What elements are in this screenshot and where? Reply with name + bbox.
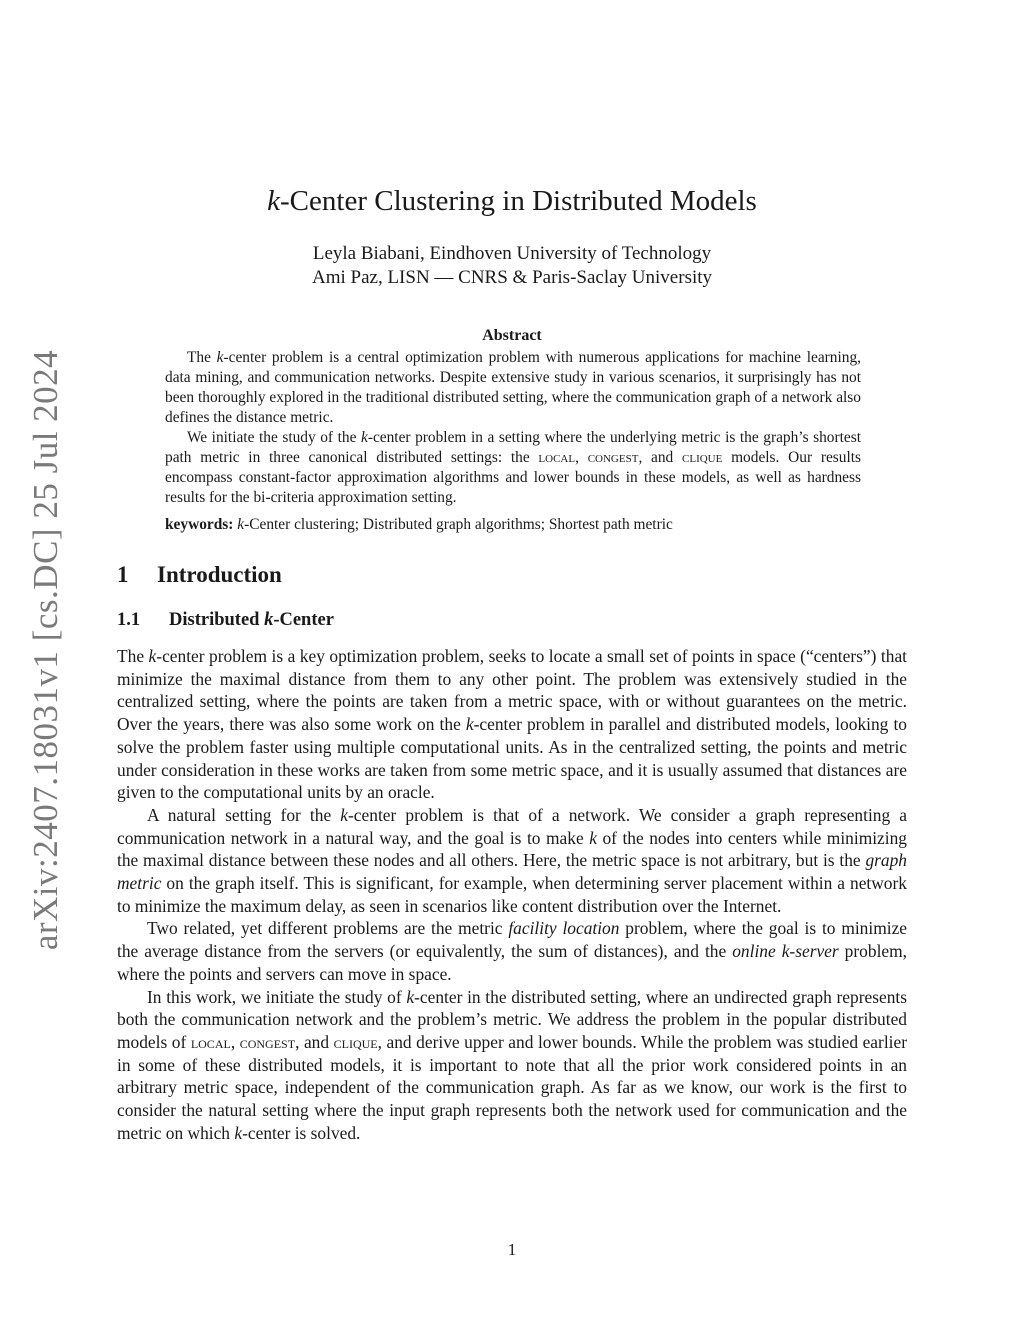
abstract-body bbox=[165, 348, 861, 535]
model-local: local bbox=[538, 449, 576, 466]
body-paragraph bbox=[117, 804, 907, 918]
subsection-heading bbox=[117, 610, 334, 631]
text-run: , and derive upper and lower bounds. While the problem was studied earlier in some of these distributed models, it is important to note that all the prior work considered points in an arbitrary metric space, independent of the communication graph. As far as we know, our work is the first to consider the natural setting where the input graph represents both the network used for communication and the metric on which bbox=[117, 1031, 907, 1143]
text-run: In this work, we initiate the study of bbox=[147, 986, 407, 1007]
emphasis: graph metric bbox=[117, 850, 907, 894]
text-run: -center problem in parallel and distributed models, looking to solve the problem faster using multiple computational units. As in the centralized setting, the points and metric under consideration in these works are taken from some metric space, and it is usually assumed that distances are given to the computational units by an oracle. bbox=[117, 714, 907, 803]
text-run: -center problem is a key optimization problem, seeks to locate a small set of points in space (“centers”) that minimize the maximal distance from them to any other point. The problem was extensively studied in the centralized setting, where the points are taken from a metric space, with or without guarantees on the metric. Over the years, there was also some work on the bbox=[117, 646, 908, 735]
body-paragraph bbox=[117, 645, 907, 804]
text-run: Two related, yet different problems are the metric bbox=[147, 918, 509, 939]
subsection-number: 1.1 bbox=[117, 610, 141, 630]
math-k: k bbox=[148, 646, 157, 666]
text-run: -center problem in a setting where the underlying metric is the graph’s shortest path metric in three canonical distributed settings: the bbox=[165, 429, 861, 466]
model-congest: congest bbox=[587, 449, 639, 466]
model-local: local bbox=[190, 1031, 231, 1052]
math-k: k bbox=[360, 429, 368, 446]
abstract-heading: Abstract bbox=[482, 327, 542, 344]
math-k: k bbox=[237, 516, 245, 533]
math-k: k bbox=[216, 349, 224, 366]
text-run: problem, where the points and servers can move in space. bbox=[117, 941, 907, 984]
body-paragraph bbox=[117, 986, 907, 1145]
model-clique: clique bbox=[333, 1031, 378, 1052]
keywords-line bbox=[165, 515, 861, 535]
text-run: , and bbox=[638, 449, 683, 466]
abstract-paragraph bbox=[165, 428, 861, 508]
text-run: We initiate the study of the bbox=[187, 429, 361, 446]
text-run: , and bbox=[295, 1031, 334, 1052]
text-run: -center problem is a central optimization problem with numerous applications for machine learning, data mining, and communication networks. Despite extensive study in various scenarios, it surprisingly has not been thoroughly explored in the traditional distributed setting, where the communication graph of a network also defines the distance metric. bbox=[165, 349, 861, 426]
section-title: Introduction bbox=[157, 562, 282, 587]
emphasis: online k-server bbox=[732, 941, 839, 962]
math-k: k bbox=[406, 986, 415, 1007]
math-k: k bbox=[465, 714, 474, 735]
author-list bbox=[117, 242, 907, 290]
keywords-text: -Center clustering; Distributed graph algorithms; Shortest path metric bbox=[244, 516, 673, 533]
author-line: Ami Paz, LISN — CNRS & Paris-Saclay University bbox=[311, 267, 713, 288]
model-clique: clique bbox=[682, 449, 723, 466]
title-k-symbol: k bbox=[267, 185, 281, 217]
text-run: The bbox=[117, 646, 149, 666]
math-k: k bbox=[234, 1122, 243, 1143]
arxiv-identifier: arXiv:2407.18031v1 [cs.DC] 25 Jul 2024 bbox=[26, 349, 65, 951]
body-text bbox=[117, 645, 907, 1144]
emphasis: facility location bbox=[508, 918, 620, 939]
text-run: -center problem is that of a network. We consider a graph representing a communication network in a natural way, and the goal is to make bbox=[117, 804, 907, 848]
text-run: A natural setting for the bbox=[147, 804, 341, 825]
keywords-label: keywords: bbox=[165, 516, 234, 533]
math-k: k bbox=[589, 827, 597, 848]
text-run: of the nodes into centers while minimizing the maximal distance between these nodes and all others. Here, the metric space is not arbitrary, but is the bbox=[117, 827, 907, 871]
math-k: k bbox=[340, 804, 349, 825]
subsection-title: -Center bbox=[273, 610, 334, 630]
text-run: on the graph itself. This is significant, for example, when determining server placement within a network to minimize the maximum delay, as seen in scenarios like content distribution over the Internet. bbox=[117, 873, 907, 916]
section-number: 1 bbox=[117, 562, 129, 587]
author-line: Leyla Biabani, Eindhoven University of Technology bbox=[312, 243, 712, 264]
text-run: -center in the distributed setting, where an undirected graph represents both the communication network and the problem’s metric. We address the problem in the popular distributed models of bbox=[117, 986, 907, 1052]
subsection-title: Distributed bbox=[169, 610, 265, 630]
text-run: , bbox=[230, 1031, 240, 1052]
text-run: models. Our results encompass constant-factor approximation algorithms and lower bounds in these models, as well as hardness results for the bi-criteria approximation setting. bbox=[165, 449, 862, 506]
text-run: , bbox=[575, 449, 588, 466]
title-text: -Center Clustering in Distributed Models bbox=[280, 185, 757, 217]
text-run: problem, where the goal is to minimize the average distance from the servers (or equivalently, the sum of distances), and the bbox=[117, 918, 908, 962]
section-heading bbox=[117, 562, 282, 588]
abstract-paragraph bbox=[165, 348, 861, 428]
text-run: -center is solved. bbox=[242, 1122, 361, 1143]
page-number: 1 bbox=[507, 1240, 517, 1259]
model-congest: congest bbox=[239, 1031, 296, 1052]
math-k: k bbox=[264, 610, 274, 630]
paper-title bbox=[117, 183, 907, 219]
text-run: The bbox=[187, 349, 217, 366]
body-paragraph bbox=[117, 917, 907, 985]
